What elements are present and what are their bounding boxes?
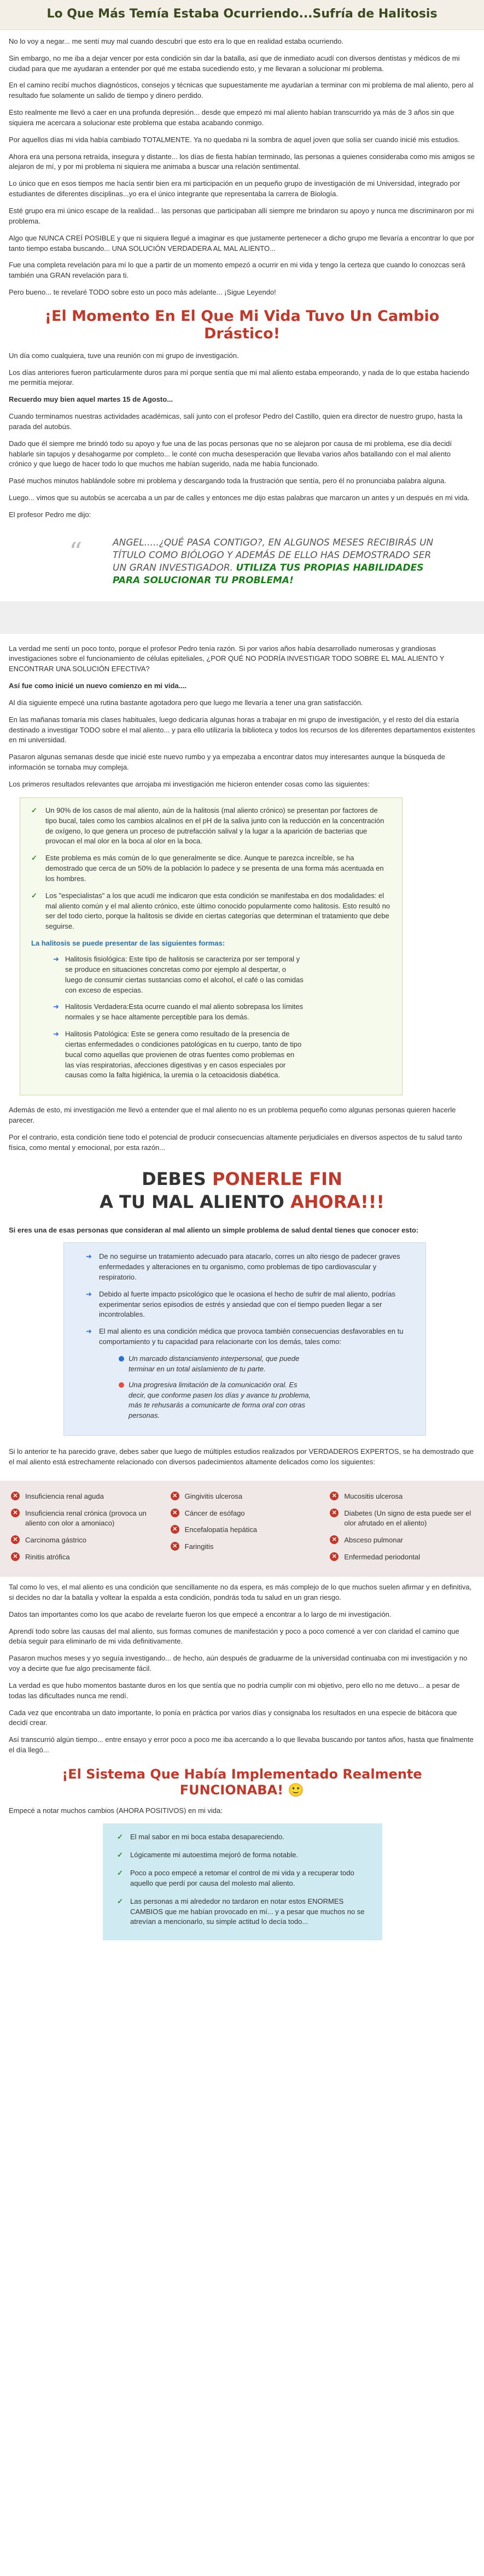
cross-icon: ✕ — [11, 1492, 20, 1500]
list-item — [119, 1354, 316, 1375]
diseases-section — [0, 1481, 484, 1577]
form-text: Halitosis Patológica: Este se genera como resultado de la presencia de ciertas enfermedades o condiciones patológicas en tu cuerpo, tanto de tipo bucal como aquellas que provienen de otras fuentes como problemas en las vías respiratorias, afecciones digestivas y en casos especiales por causas como la falta higiénica, la uremia o la cetoacidosis diabética. — [65, 1030, 302, 1079]
diseases-column — [11, 1492, 154, 1569]
cross-icon: ✕ — [330, 1509, 339, 1517]
arrow-right-icon: ➜ — [53, 1030, 59, 1038]
change-text: Las personas a mi alrededor no tardaron en notar estos ENORMES CAMBIOS que me habían provocado en mí... y a pesar que muchos no se atrevían a mencionarlo, su simple actitud lo decía todo... — [130, 1897, 365, 1926]
intro-paragraph: En el camino recibí muchos diagnósticos, consejos y técnicas que supuestamente me ayudarían a terminar con mi problema de mal aliento, pero al resultado fue solamente un salido de tiempo y dinero perdido. — [9, 81, 474, 100]
story-paragraph: Recuerdo muy bien aquel martes 15 de Agosto... — [9, 395, 173, 404]
check-icon: ✓ — [117, 1869, 123, 1877]
section-heading-cambio: ¡El Momento En El Que Mi Vida Tuvo Un Cambio Drástico! — [44, 307, 440, 343]
intro-paragraph: Pero bueno... te revelaré TODO sobre esto un poco más adelante... ¡Sigue Leyendo! — [9, 288, 276, 297]
disease-text: Insuficiencia renal crónica (provoca un aliento con olor a amoniaco) — [25, 1509, 147, 1528]
closing-section — [0, 1582, 484, 1940]
cross-icon: ✕ — [330, 1492, 339, 1500]
intro-paragraph: Por aquellos días mi vida había cambiado TOTALMENTE. Ya no quedaba ni la sombra de aquel joven que solía ser cuando inicié mis estudios. — [9, 135, 460, 144]
research-paragraph: En las mañanas tomaría mis clases habituales, luego dedicaría algunas horas a trabajar en mi grupo de investigación, y el resto del día estaría destinado a investigar TODO sobre el mal aliento... y para ello utilizaría la biblioteca y todos los recursos de los diferentes departamentos existentes en mi universidad. — [9, 715, 475, 744]
intro-paragraph: Esto realmente me llevó a caer en una profunda depresión... desde que empezó mi mal aliento habían transcurrido ya más de 3 años sin que siquiera me acercara a solucionar este problema que estaba acabando conmigo. — [9, 108, 454, 127]
arrow-right-icon: ➜ — [53, 954, 59, 963]
risk-text: El mal aliento es una condición médica que provoca también consecuencias desfavorables en tu comportamiento y tu capacidad para relacionarte con los demás, tales como: — [99, 1327, 404, 1346]
cross-icon: ✕ — [11, 1509, 20, 1517]
list-item — [117, 1868, 368, 1889]
disease-text: Faringitis — [184, 1542, 214, 1551]
disease-text: Enfermedad periodontal — [344, 1553, 421, 1562]
change-text: El mal sabor en mi boca estaba desapareciendo. — [130, 1833, 284, 1841]
list-item — [117, 1897, 368, 1928]
list-item — [86, 1327, 404, 1347]
list-item — [53, 1002, 305, 1023]
cross-icon: ✕ — [171, 1509, 179, 1517]
story-paragraph: Luego... vimos que su autobús se acercaba a un par de calles y entonces me dijo estas palabras que marcaron un antes y un después en mi vida. — [9, 494, 470, 502]
forms-heading: La halitosis se puede presentar de las siguientes formas: — [31, 939, 225, 948]
research-section — [0, 644, 484, 1468]
intro-paragraph: Lo único que en esos tiempos me hacía sentir bien era mi participación en un pequeño grupo de investigación de mi Universidad, integrado por estudiantes de diferentes disciplinas...yo era el único integrante que representaba la carrera de Biología. — [9, 179, 460, 198]
research-paragraph: Al día siguiente empecé una rutina bastante agotadora pero que luego me llevaría a tener una gran satisfacción. — [9, 698, 363, 707]
list-item — [86, 1252, 404, 1283]
arrow-right-icon: ➜ — [86, 1327, 92, 1336]
disease-text: Carcinoma gástrico — [25, 1536, 86, 1545]
list-item — [11, 1552, 154, 1563]
cross-icon: ✕ — [330, 1552, 339, 1561]
research-paragraph: La verdad me sentí un poco tonto, porque el profesor Pedro tenía razón. Si por varios años había desarrollado numerosas y grandiosas investigaciones sobre el funcionamiento de células epiteliales, ¿POR QUÉ NO PODRÍA INVESTIGAR TODO SOBRE EL MAL ALIENTO Y ENCONTRAR UNA SOLUCIÓN EFECTIVA? — [9, 644, 445, 673]
story-paragraph: Un día como cualquiera, tuve una reunión con mi grupo de investigación. — [9, 351, 239, 360]
lead-paragraph: Si eres una de esas personas que consideran al mal aliento un simple problema de salud dental tienes que conocer esto: — [9, 1226, 419, 1235]
headline-fin-text: DEBES PONERLE FIN — [142, 1168, 342, 1189]
closing-paragraph: Pasaron muchos meses y yo seguía investigando... de hecho, aún después de graduarme de la universidad continuaba con mi investigación y no voy a decirte que fue algo precisamente fácil. — [9, 1654, 468, 1673]
intro-paragraph: Sin embargo, no me iba a dejar vencer por esta condición sin dar la batalla, así que de inmediato acudí con diversos dentistas y médicos de mi ciudad para que me ayudaran a entender por qué me estaba sucediendo esto, y me llevaran a solucionar mi problema. — [9, 54, 460, 73]
cross-icon: ✕ — [171, 1492, 179, 1500]
subrisk-text: Un marcado distanciamiento interpersonal, que puede terminar en un total aislamiento de tu parte. — [129, 1354, 300, 1373]
list-item — [86, 1289, 404, 1321]
disease-text: Rinitis atrófica — [25, 1553, 70, 1562]
consequence-paragraph: Por el contrario, esta condición tiene todo el potencial de producir consecuencias altamente perjudiciales en diversos aspectos de tu salud tanto física, como mental y emocional, por esta razón... — [9, 1132, 462, 1152]
headline-fin — [9, 1169, 475, 1189]
list-item — [119, 1380, 316, 1421]
section-heading-sistema: ¡El Sistema Que Había Implementado Realmente FUNCIONABA! 🙂 — [62, 1766, 422, 1798]
list-item — [31, 891, 391, 932]
form-text: Halitosis fisiológica: Este tipo de halitosis se caracteriza por ser temporal y se produce en situaciones concretas como por ejemplo al despertar, o luego de consumir ciertas sustancias como el alcohol, el café o las comidas con exceso de especias. — [65, 954, 304, 994]
closing-paragraph: Datos tan importantes como los que acabo de revelarte fueron los que empecé a encontrar a lo largo de mi investigación. — [9, 1610, 392, 1618]
intro-paragraph: Algo que NUNCA CREÍ POSIBLE y que ni siquiera llegué a imaginar es que justamente pertenecer a dicho grupo me llevaría a encontrar lo que por tanto tiempo estaba buscando... UNA SOLUCIÓN VERDADERA AL MAL ALIENTO... — [9, 233, 475, 253]
disease-text: Insuficiencia renal aguda — [25, 1492, 104, 1500]
professor-quote — [69, 536, 442, 587]
intro-section — [0, 30, 484, 587]
check-icon: ✓ — [117, 1833, 123, 1841]
quote-text: ANGEL.....¿QUÉ PASA CONTIGO?, EN ALGUNOS MESES RECIBIRÁS UN TÍTULO COMO BIÓLOGO Y ADEMÁS DE ELLO HAS DEMOSTRADO SER UN GRAN INVESTIGADOR. — [113, 537, 434, 573]
changes-box — [103, 1823, 382, 1940]
list-item — [117, 1832, 368, 1842]
finding-text: Este problema es más común de lo que generalmente se dice. Aunque te parezca increíble, se ha demostrado que cerca de un 50% de la población lo padece y se presenta de una forma más acentuada en los hombres. — [45, 854, 384, 883]
change-text: Poco a poco empecé a retomar el control de mi vida y a recuperar todo aquello que perdí por causa del molesto mal aliento. — [130, 1869, 354, 1887]
list-item — [330, 1552, 473, 1563]
list-item — [117, 1850, 368, 1861]
list-item — [171, 1509, 314, 1519]
risk-text: De no seguirse un tratamiento adecuado para atacarlo, corres un alto riesgo de padecer graves enfermedades y alteraciones en tu organismo, como problemas de tipo cardiovascular y respiratorio. — [99, 1252, 400, 1281]
list-item — [330, 1509, 473, 1529]
story-paragraph: Dado que él siempre me brindó todo su apoyo y fue una de las pocas personas que no se alejaron por causa de mi problema, ese día decidí hablarle sin tapujos y desahogarme por completo... le conté con mucha desesperación que llevaba varios años batallando con el mal aliento crónico y que luego de hacer todo lo que muchos me habían sugerido, nada me había funcionado. — [9, 439, 452, 468]
list-item — [53, 1029, 305, 1081]
divider-band — [0, 601, 484, 634]
check-icon: ✓ — [117, 1897, 123, 1905]
risks-box — [63, 1242, 426, 1436]
disease-text: Mucositis ulcerosa — [344, 1492, 403, 1500]
story-paragraph: Los días anteriores fueron particularmente duros para mí porque sentía que mi mal aliento estaba empeorando, y nada de lo que estaba haciendo me permitía mejorar. — [9, 368, 469, 387]
closing-paragraph: Cada vez que encontraba un dato importante, lo ponía en práctica por varios días y consignaba los resultados en una especie de bitácora que decidí crear. — [9, 1708, 457, 1727]
list-item — [11, 1509, 154, 1529]
list-item — [31, 853, 391, 884]
cross-icon: ✕ — [171, 1542, 179, 1551]
bullet-icon — [119, 1356, 124, 1362]
cross-icon: ✕ — [11, 1552, 20, 1561]
list-item — [53, 954, 305, 995]
intro-paragraph: Esté grupo era mi único escape de la realidad... las personas que participaban allí siempre me brindaron su apoyo y nunca me discriminaron por mi problema. — [9, 207, 474, 225]
list-item — [11, 1492, 154, 1502]
diseases-column — [171, 1492, 314, 1569]
check-icon: ✓ — [117, 1851, 123, 1859]
check-icon: ✓ — [31, 806, 37, 814]
subrisk-text: Una progresiva limitación de la comunicación oral. Es decir, que conforme pasen los días y avance tu problema, más te rehusarás a comunicarte de forma oral con otras personas. — [129, 1380, 311, 1420]
cross-icon: ✕ — [330, 1535, 339, 1544]
closing-paragraph: La verdad es que hubo momentos bastante duros en los que sentía que no podría cumplir con mi objetivo, pero ello no me detuvo... a pesar de todas las dificultades nunca me rendí. — [9, 1681, 460, 1700]
check-icon: ✓ — [31, 854, 37, 862]
list-item — [11, 1535, 154, 1546]
headline-ahora — [9, 1192, 475, 1212]
research-paragraph: Los primeros resultados relevantes que arrojaba mi investigación me hicieron entender cosas como las siguientes: — [9, 780, 370, 789]
list-item — [330, 1492, 473, 1502]
headline-ahora-text: A TU MAL ALIENTO AHORA!!! — [100, 1192, 384, 1213]
check-icon: ✓ — [31, 891, 37, 900]
list-item — [171, 1525, 314, 1535]
arrow-right-icon: ➜ — [53, 1002, 59, 1011]
disease-text: Diabetes (Un signo de esta puede ser el olor afrutado en el aliento) — [344, 1509, 471, 1528]
page-title: Lo Que Más Temía Estaba Ocurriendo...Sufría de Halitosis — [46, 7, 438, 21]
disease-text: Cáncer de esófago — [184, 1509, 245, 1517]
quote-highlight: UTILIZA TUS PROPIAS HABILIDADES PARA SOLUCIONAR TU PROBLEMA! — [113, 562, 424, 586]
intro-paragraph: No lo voy a negar... me sentí muy mal cuando descubrí que esto era lo que en realidad estaba ocurriendo. — [9, 37, 344, 45]
arrow-right-icon: ➜ — [86, 1252, 92, 1261]
research-paragraph: Pasaron algunas semanas desde que inicié este nuevo rumbo y ya empezaba a encontrar datos muy interesantes aunque la búsqueda de información se tornaba muy compleja. — [9, 753, 445, 772]
finding-text: Un 90% de los casos de mal aliento, aún de la halitosis (mal aliento crónico) se presentan por factores de tipo bucal, tales como los cambios alcalinos en el pH de la saliva junto con la reducción en la concentración de oxígeno, lo que genera un proceso de putrefacción salival y la lugar a la aparición de bacterias que provocan el mal olor en la boca al olor en la boca. — [45, 806, 384, 846]
change-text: Lógicamente mi autoestima mejoró de forma notable. — [130, 1851, 299, 1859]
bullet-icon — [119, 1382, 124, 1388]
header-bar — [0, 0, 484, 30]
disease-text: Absceso pulmonar — [344, 1536, 404, 1545]
intro-paragraph: Fue una completa revelación para mí lo que a partir de un momento empezó a ocurrir en mi vida y tengo la certeza que cuando lo conozcas será también una GRAN revelación para ti. — [9, 261, 465, 280]
intro-paragraph: Ahora era una persona retraída, insegura y distante... los días de fiesta habían terminado, las personas a quienes consideraba como mis amigos se alejaron de mí, y por mi problema ni siquiera me animaba a buscar una relación sentimental. — [9, 152, 475, 171]
disease-text: Encefalopatía hepática — [184, 1525, 257, 1534]
list-item — [31, 806, 391, 847]
cross-icon: ✕ — [171, 1525, 179, 1534]
diseases-column — [330, 1492, 473, 1569]
story-paragraph: Cuando terminamos nuestras actividades académicas, salí junto con el profesor Pedro del Castillo, quien era director de nuestro grupo, hasta la parada del autobús. — [9, 412, 463, 431]
disease-text: Gingivitis ulcerosa — [184, 1492, 243, 1500]
closing-paragraph: Tal como lo ves, el mal aliento es una condición que sencillamente no da espera, es más complejo de lo que muchos suelen afirmar y en definitiva, si decides no dar la batalla y voltear la espalda a esta condición, pondrás toda tu salud en un gran riesgo. — [9, 1582, 472, 1601]
closing-paragraph: Aprendí todo sobre las causas del mal aliento, sus formas comunes de manifestación y poco a poco comencé a ver con claridad el camino que debía seguir para eliminarlo de mi vida definitivamente. — [9, 1627, 459, 1646]
list-item — [171, 1492, 314, 1502]
consequence-paragraph: Además de esto, mi investigación me llevó a entender que el mal aliento no es un problema pequeño como algunas personas quieren hacerle parecer. — [9, 1106, 456, 1125]
arrow-right-icon: ➜ — [86, 1289, 92, 1298]
research-paragraph: Así fue como inicié un nuevo comienzo en mi vida.... — [9, 682, 187, 690]
closing-paragraph: Así transcurrió algún tiempo... entre ensayo y error poco a poco me iba acercando a lo que llevaba buscando por tantos años, hasta que finalmente el día llegó... — [9, 1735, 474, 1755]
story-paragraph: Pasé muchos minutos hablándole sobre mi problema y descargando toda la frustración que sentía, pero él no pronunciaba palabra alguna. — [9, 477, 447, 485]
experts-paragraph: Si lo anterior te ha parecido grave, debes saber que luego de múltiples estudios realizados por VERDADEROS EXPERTOS, se ha demostrado que el mal aliento está estrechamente relacionado con diversos padecimientos altamente delicados como los siguientes: — [9, 1447, 474, 1466]
form-text: Halitosis Verdadera:Esta ocurre cuando el mal aliento sobrepasa los límites normales y se hace altamente perceptible para los demás. — [65, 1002, 304, 1022]
story-paragraph: El profesor Pedro me dijo: — [9, 510, 91, 519]
changes-paragraph: Empecé a notar muchos cambios (AHORA POSITIVOS) en mi vida: — [9, 1806, 223, 1815]
list-item — [330, 1535, 473, 1546]
list-item — [171, 1542, 314, 1552]
finding-text: Los "especialistas" a los que acudí me indicaron que esta condición se manifestaba en dos modalidades: el mal aliento común y el mal aliento crónico, este último conocido popularmente como halitosis. Esto resultó no ser del todo cierto, porque la halitosis se divide en ciertas categorías que determinan el tratamiento que debe seguirse. — [45, 891, 390, 931]
cross-icon: ✕ — [11, 1535, 20, 1544]
findings-box — [20, 797, 403, 1095]
quote-mark-icon: “ — [69, 536, 83, 567]
risk-text: Debido al fuerte impacto psicológico que le ocasiona el hecho de sufrir de mal aliento, podrías experimentar serios episodios de estrés y ansiedad que con el tiempo pueden llegar a ser incontrolables. — [99, 1289, 395, 1319]
